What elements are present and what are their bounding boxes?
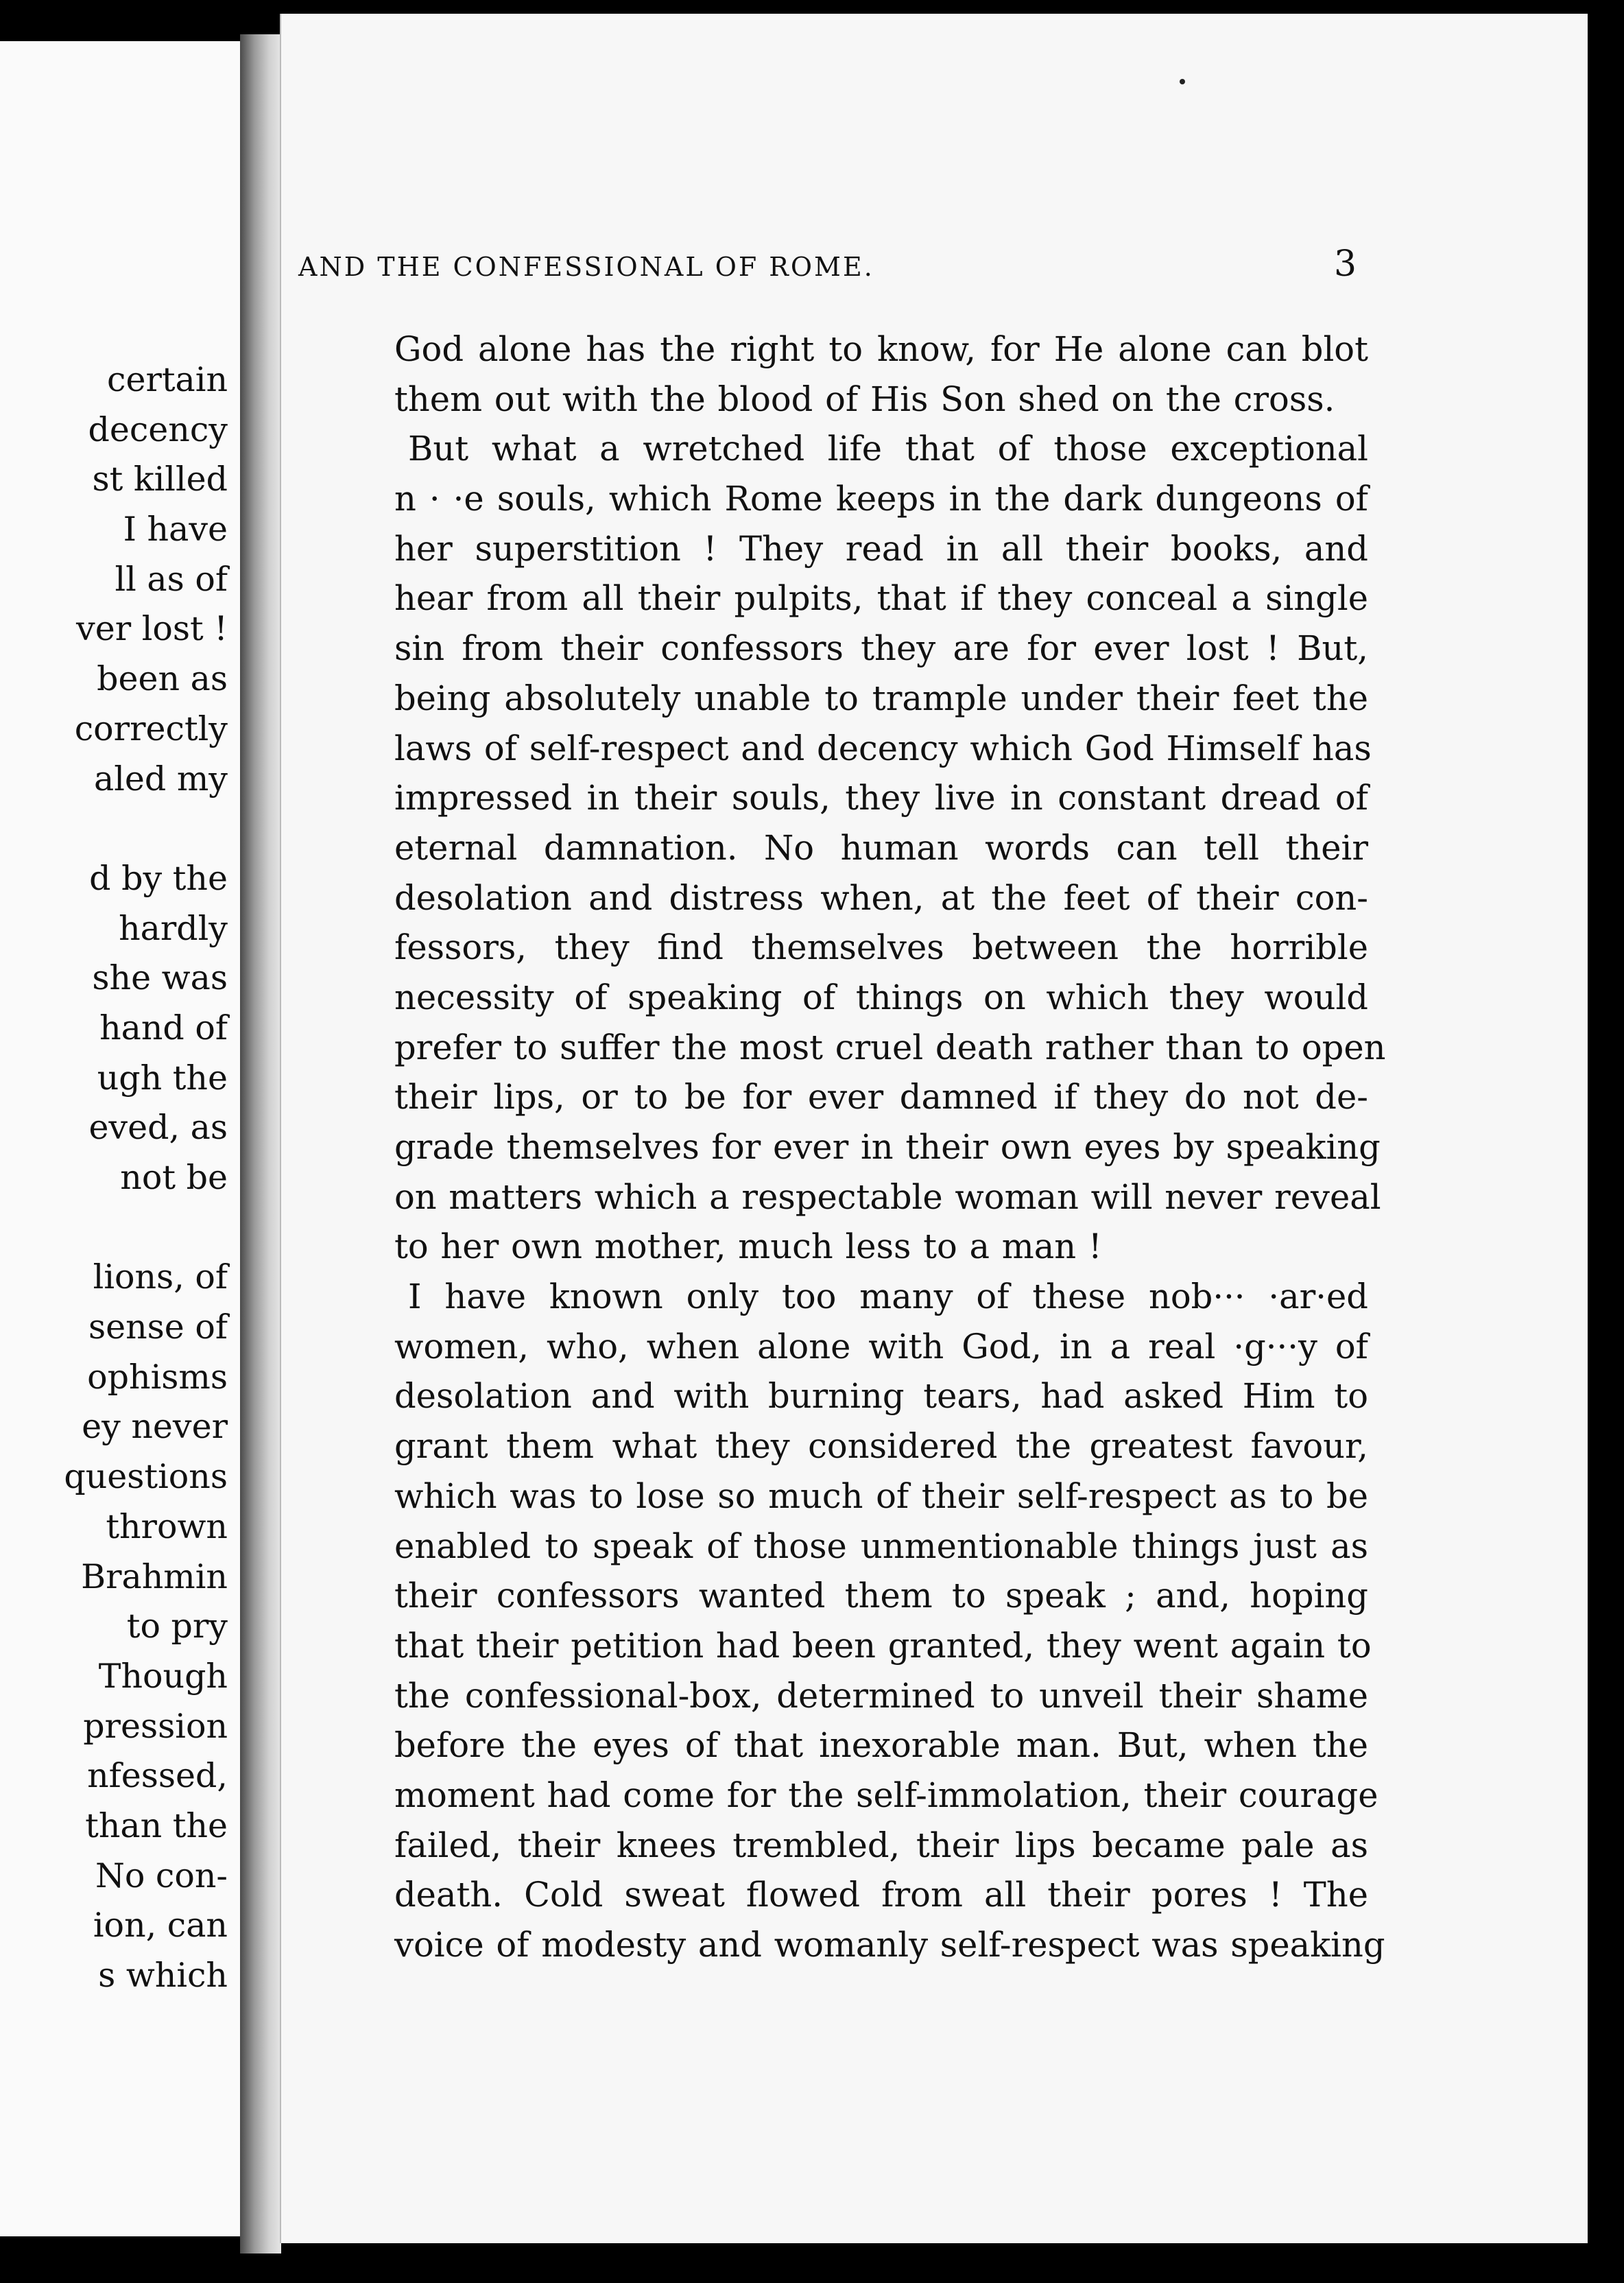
- left-line: I have: [123, 510, 228, 549]
- left-line: questions: [64, 1457, 228, 1497]
- left-line: Though: [98, 1656, 228, 1696]
- text-line: desolation and distress when, at the feet of their con-: [394, 877, 1368, 918]
- page-header: [298, 244, 1382, 298]
- left-line: decency: [88, 410, 228, 449]
- text-line: the confessional-box, determined to unveil their shame: [394, 1675, 1368, 1716]
- text-line: on matters which a respectable woman will never reveal: [394, 1176, 1381, 1217]
- text-line: death. Cold sweat flowed from all their pores ! The: [394, 1875, 1368, 1915]
- left-page: [0, 41, 241, 2236]
- left-line: ver lost !: [76, 609, 228, 649]
- left-line-gap: [64, 804, 228, 854]
- left-line: hardly: [119, 908, 228, 948]
- text-line: impressed in their souls, they live in constant dread of: [394, 778, 1368, 818]
- text-line: sin from their confessors they are for ever lost ! But,: [394, 628, 1368, 669]
- text-line: which was to lose so much of their self-respect as to be: [394, 1476, 1368, 1516]
- left-line: eved, as: [88, 1108, 228, 1148]
- text-line: fessors, they find themselves between the horrible: [394, 927, 1368, 968]
- left-line: not be: [120, 1158, 228, 1197]
- page-number: 3: [1334, 244, 1357, 285]
- left-line: aled my: [94, 759, 228, 799]
- text-line: them out with the blood of His Son shed on the cross.: [394, 379, 1335, 419]
- text-line: n · ·e souls, which Rome keeps in the dark dungeons of: [394, 479, 1368, 519]
- text-line: desolation and with burning tears, had asked Him to: [394, 1376, 1368, 1417]
- left-line: she was: [92, 958, 228, 998]
- running-head: AND THE CONFESSIONAL OF ROME.: [298, 252, 874, 282]
- left-line: d by the: [89, 858, 228, 898]
- left-line-gap: [64, 1203, 228, 1253]
- text-line: enabled to speak of those unmentionable things just as: [394, 1526, 1368, 1566]
- text-line: grant them what they considered the greatest favour,: [394, 1426, 1368, 1467]
- text-line: eternal damnation. No human words can tell their: [394, 827, 1368, 868]
- left-line: No con-: [95, 1856, 228, 1895]
- text-line: laws of self-respect and decency which God Himself has: [394, 728, 1372, 768]
- text-line: hear from all their pulpits, that if they conceal a single: [394, 578, 1368, 619]
- text-line: their confessors wanted them to speak ; and, hoping: [394, 1576, 1368, 1616]
- body-text: [394, 324, 1386, 1970]
- text-line: I have known only too many of these nob··· ·ar·ed: [408, 1277, 1368, 1317]
- left-line: correctly: [74, 709, 228, 748]
- left-line: s which: [98, 1956, 228, 1995]
- left-line: hand of: [99, 1008, 228, 1048]
- text-line: prefer to suffer the most cruel death rather than to open: [394, 1027, 1386, 1067]
- text-line: their lips, or to be for ever damned if they do not de-: [394, 1077, 1368, 1117]
- left-line: ugh the: [97, 1058, 228, 1098]
- left-line: thrown: [106, 1506, 228, 1546]
- text-line: moment had come for the self-immolation, their courage: [394, 1775, 1378, 1815]
- left-line: certain: [107, 360, 228, 399]
- ink-speck: [1180, 79, 1185, 84]
- left-line: Brahmin: [81, 1557, 228, 1596]
- left-line: ll as of: [115, 559, 228, 599]
- text-line: God alone has the right to know, for He alone can blot: [394, 329, 1368, 369]
- left-line: sense of: [88, 1308, 228, 1347]
- left-page-text: [64, 355, 228, 2001]
- text-line: grade themselves for ever in their own eyes by speaking: [394, 1127, 1381, 1167]
- book-gutter: [240, 34, 281, 2254]
- left-line: ion, can: [93, 1906, 228, 1945]
- text-line: before the eyes of that inexorable man. But, when the: [394, 1725, 1368, 1766]
- text-line: to her own mother, much less to a man !: [394, 1227, 1102, 1267]
- text-line: voice of modesty and womanly self-respect was speaking: [394, 1925, 1385, 1965]
- text-line: that their petition had been granted, they went again to: [394, 1625, 1372, 1666]
- text-line: her superstition ! They read in all their books, and: [394, 528, 1368, 569]
- left-line: been as: [97, 659, 228, 699]
- text-line: failed, their knees trembled, their lips became pale as: [394, 1825, 1368, 1865]
- text-line: being absolutely unable to trample under their feet the: [394, 678, 1368, 718]
- text-line: necessity of speaking of things on which they would: [394, 977, 1368, 1017]
- left-line: ophisms: [87, 1357, 228, 1397]
- left-line: to pry: [126, 1607, 228, 1646]
- left-line: nfessed,: [87, 1756, 228, 1796]
- text-line: women, who, when alone with God, in a real ·g···y of: [394, 1326, 1368, 1367]
- text-line: But what a wretched life that of those exceptional: [408, 429, 1368, 469]
- left-line: st killed: [92, 460, 228, 499]
- left-line: than the: [85, 1806, 228, 1845]
- left-line: ey never: [82, 1407, 228, 1447]
- left-line: pression: [83, 1706, 228, 1746]
- left-line: lions, of: [93, 1257, 228, 1297]
